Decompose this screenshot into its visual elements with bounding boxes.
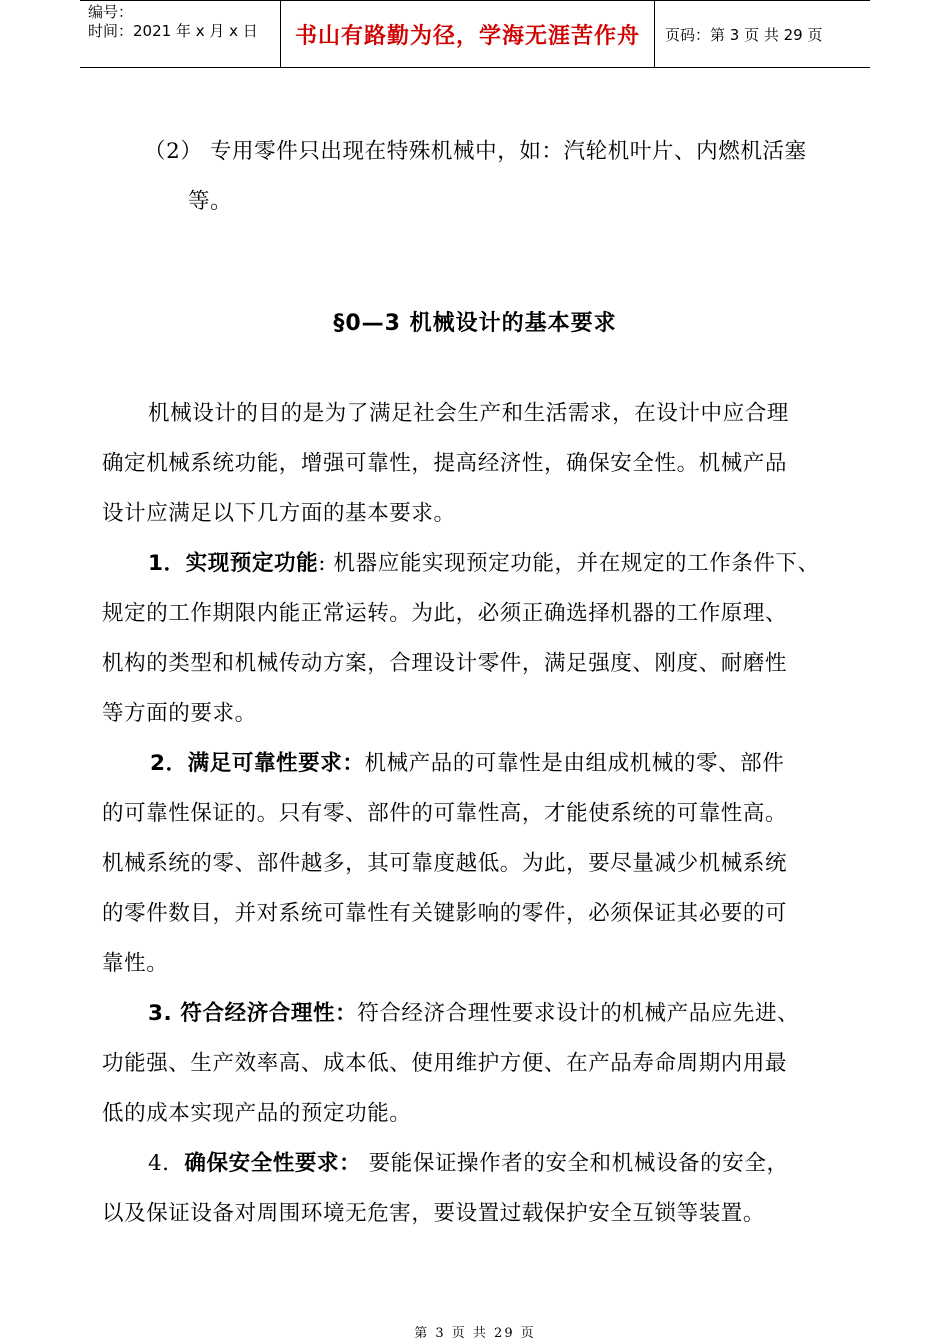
- req2-line-2: 的可靠性保证的。只有零、部件的可靠性高，才能使系统的可靠性高。: [102, 801, 788, 826]
- req3-line-1: [148, 996, 799, 1027]
- req1-heading: 1．实现预定功能: [148, 551, 319, 576]
- header-time-label: 时间：2021 年 x 月 x 日: [88, 22, 258, 40]
- page-header: [80, 0, 870, 68]
- section-title: §0—3 机械设计的基本要求: [333, 311, 617, 336]
- para1-line-1: 机械设计的目的是为了满足社会生产和生活需求，在设计中应合理: [148, 401, 789, 426]
- req2-line-1-text: 机械产品的可靠性是由组成机械的零、部件: [364, 751, 785, 776]
- req4-heading: 确保安全性要求：: [184, 1151, 362, 1176]
- req2-line-3: 机械系统的零、部件越多，其可靠度越低。为此，要尽量减少机械系统: [102, 851, 788, 876]
- req3-line-1-text: 符合经济合理性要求设计的机械产品应先进、: [357, 1001, 800, 1026]
- req4-line-1-text: 要能保证操作者的安全和机械设备的安全，: [361, 1151, 789, 1176]
- header-motto-cell: [281, 1, 655, 67]
- para1-line-3: 设计应满足以下几方面的基本要求。: [102, 501, 456, 526]
- req3-line-2: 功能强、生产效率高、成本低、使用维护方便、在产品寿命周期内用最: [102, 1051, 788, 1076]
- header-meta-cell: [80, 1, 281, 67]
- header-number-label: 编号：: [88, 3, 134, 21]
- req2-heading: 2．满足可靠性要求：: [150, 751, 365, 776]
- req2-line-1: [150, 746, 784, 777]
- req3-line-3: 低的成本实现产品的预定功能。: [102, 1101, 412, 1126]
- req1-line-1: [148, 546, 820, 577]
- req1-line-2: 规定的工作期限内能正常运转。为此，必须正确选择机器的工作原理、: [102, 601, 788, 626]
- req1-line-1-text: : 机器应能实现预定功能，并在规定的工作条件下、: [318, 551, 820, 576]
- page-footer: 第 3 页 共 29 页: [414, 1326, 536, 1341]
- req1-line-4: 等方面的要求。: [102, 701, 257, 726]
- header-motto: 书山有路勤为径，学海无涯苦作舟: [294, 23, 640, 49]
- req4-line-1: [148, 1146, 789, 1177]
- req1-line-3: 机构的类型和机械传动方案，合理设计零件，满足强度、刚度、耐磨性: [102, 651, 788, 676]
- header-page-cell: [655, 1, 870, 67]
- req3-heading: 3. 符合经济合理性：: [148, 1001, 358, 1026]
- para1-line-2: 确定机械系统功能，增强可靠性，提高经济性，确保安全性。机械产品: [102, 451, 788, 476]
- header-page-info: 页码：第 3 页 共 29 页: [665, 25, 823, 44]
- req4-heading-number: 4．: [148, 1151, 185, 1176]
- intro-item-line-1: （2） 专用零件只出现在特殊机械中，如：汽轮机叶片、内燃机活塞: [144, 139, 807, 164]
- intro-item-line-2: 等。: [188, 189, 233, 214]
- req2-line-4: 的零件数目，并对系统可靠性有关键影响的零件，必须保证其必要的可: [102, 901, 788, 926]
- req2-line-5: 靠性。: [102, 951, 169, 976]
- req4-line-2: 以及保证设备对周围环境无危害，要设置过载保护安全互锁等装置。: [102, 1201, 766, 1226]
